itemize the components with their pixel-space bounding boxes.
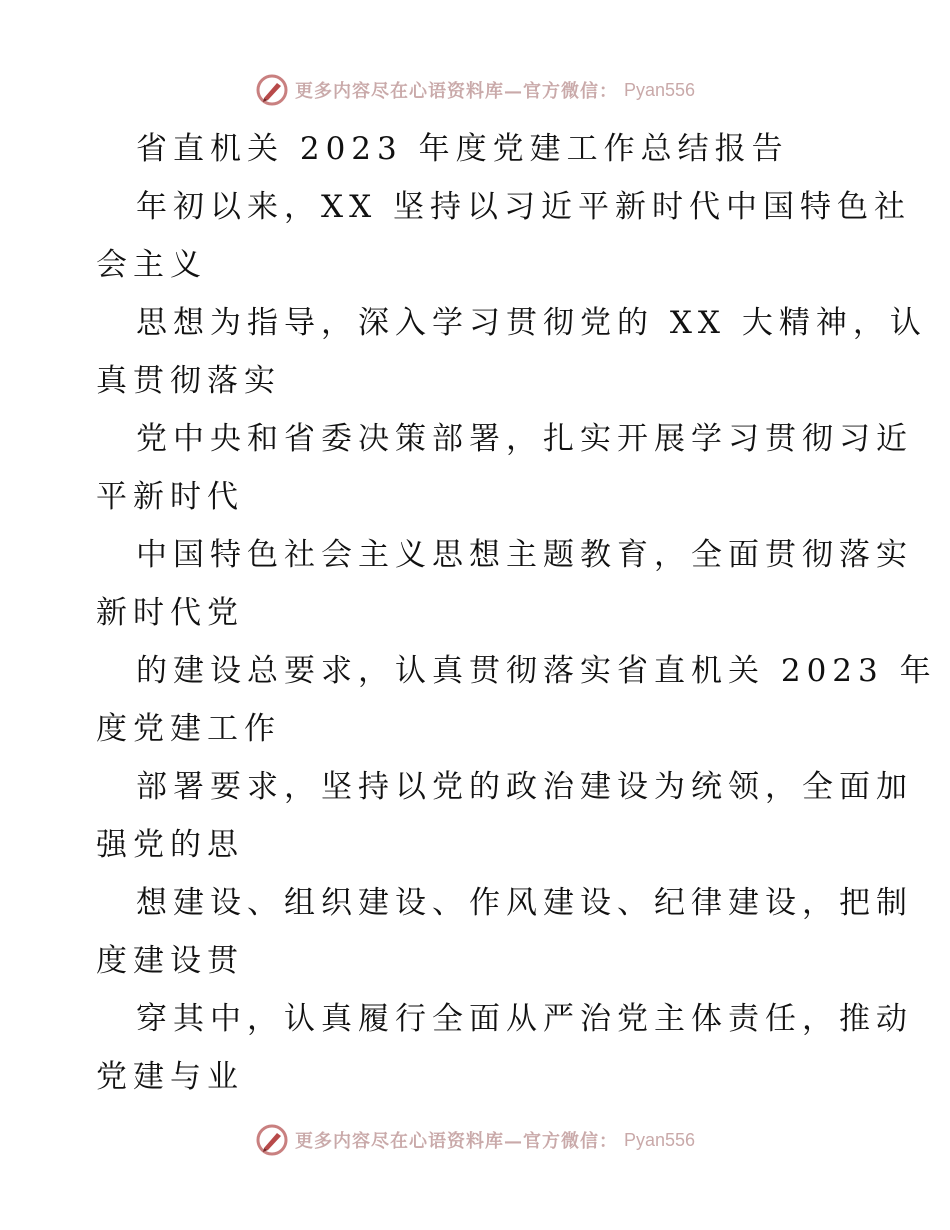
document-body [96,120,937,1106]
paragraph-line: 度党建工作 [96,711,281,747]
paragraph-line: 穿其中，认真履行全面从严治党主体责任，推动 [136,1001,913,1037]
document-title: 省直机关 2023 年度党建工作总结报告 [136,131,789,167]
pen-logo-icon [255,1123,289,1157]
paragraph-line: 思想为指导，深入学习贯彻党的 XX 大精神，认 [136,305,927,341]
footer-watermark-text: 更多内容尽在心语资料库—官方微信： [294,1131,618,1152]
paragraph-line: 部署要求，坚持以党的政治建设为统领，全面加 [136,769,913,805]
paragraph-line: 度建设贯 [96,943,244,979]
paragraph-line: 新时代党 [96,595,244,631]
paragraph-line: 强党的思 [96,827,244,863]
paragraph-line: 年初以来，XX 坚持以习近平新时代中国特色社 [136,189,911,225]
footer-watermark-wechat: Pyan556 [623,1129,696,1150]
paragraph-line: 真贯彻落实 [96,363,281,399]
footer-watermark-banner [0,1118,950,1162]
paragraph-line: 想建设、组织建设、作风建设、纪律建设，把制 [136,885,913,921]
paragraph-line: 的建设总要求，认真贯彻落实省直机关 2023 年 [136,653,937,689]
header-watermark-wechat: Pyan556 [623,79,696,100]
paragraph-line: 党中央和省委决策部署，扎实开展学习贯彻习近 [136,421,913,457]
paragraph-line: 会主义 [96,247,207,283]
pen-logo-icon [255,73,289,107]
paragraph-line: 中国特色社会主义思想主题教育，全面贯彻落实 [136,537,913,573]
header-watermark-text: 更多内容尽在心语资料库—官方微信： [294,81,618,102]
paragraph-line: 平新时代 [96,479,244,515]
header-watermark-banner [0,68,950,112]
paragraph-line: 党建与业 [96,1059,244,1095]
